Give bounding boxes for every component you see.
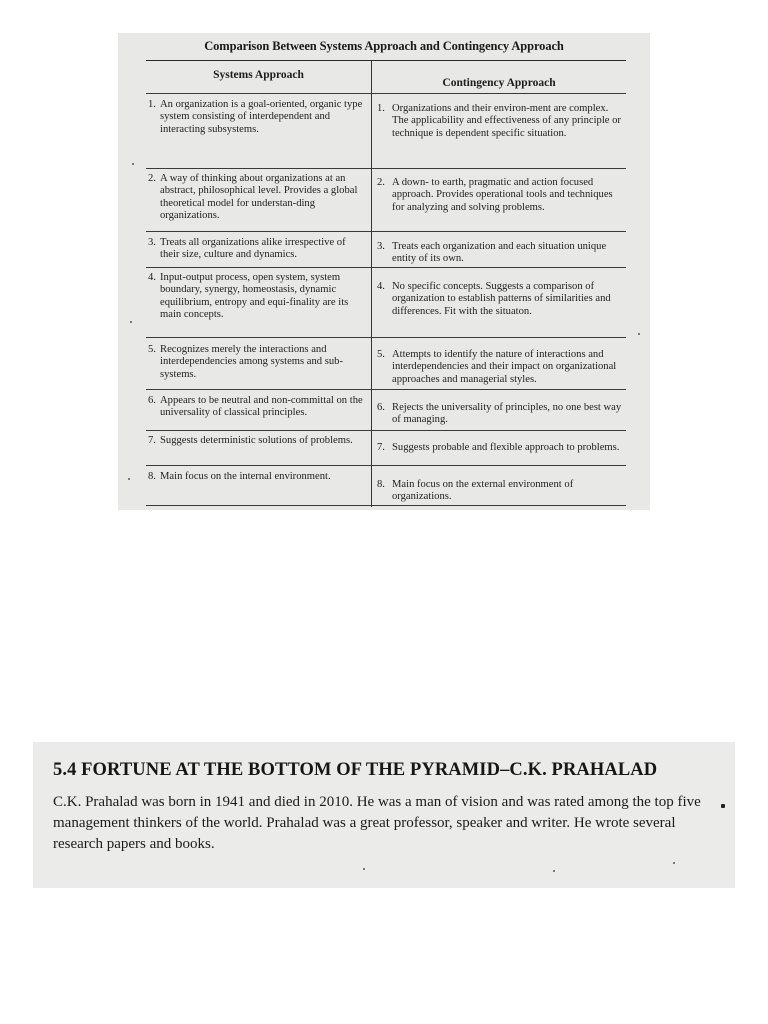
scan-speck: [130, 321, 132, 323]
row-divider: [146, 168, 626, 169]
section-paragraph: C.K. Prahalad was born in 1941 and died in 2010. He was a man of vision and was rated among the top five management thinkers of the world. Prahalad was a great professor, speaker and writer. He wrote several research papers and books.: [53, 794, 701, 852]
comparison-table-scan: [118, 33, 650, 510]
row-number: 7.: [148, 435, 156, 446]
row-number: 1.: [377, 103, 385, 114]
cell-text: A down- to earth, pragmatic and action focused approach. Provides operational tools and techniques for analyzing and solving problems.: [392, 177, 613, 213]
cell-text: Suggests deterministic solutions of problems.: [160, 435, 353, 446]
row-divider: [146, 389, 626, 390]
scan-speck: [553, 870, 555, 872]
column-divider: [371, 61, 372, 507]
table-row-4-right: [377, 281, 623, 318]
table-row-4-left: [148, 272, 366, 322]
row-divider: [146, 267, 626, 268]
table-row-5-left: [148, 344, 366, 381]
scan-speck: [673, 862, 675, 864]
cell-text: Recognizes merely the interactions and interdependencies among systems and sub-systems.: [160, 344, 343, 380]
table-row-7-right: [377, 442, 623, 454]
cell-text: Input-output process, open system, system boundary, synergy, homeostasis, dynamic equilibrium, entropy and equi-finality are its main concepts.: [160, 272, 349, 321]
cell-text: An organization is a goal-oriented, organic type system consisting of interdependent and interacting subsystems.: [160, 99, 363, 135]
row-number: 4.: [377, 281, 385, 292]
section-heading: 5.4 FORTUNE AT THE BOTTOM OF THE PYRAMID–C.K. PRAHALAD: [53, 760, 658, 780]
row-number: 6.: [377, 402, 385, 413]
header-contingency-approach: Contingency Approach: [442, 77, 556, 89]
scan-speck: [132, 163, 134, 165]
cell-text: Rejects the universality of principles, no one best way of managing.: [392, 402, 622, 426]
row-number: 7.: [377, 442, 385, 453]
cell-text: Suggests probable and flexible approach to problems.: [392, 442, 620, 453]
table-row-5-right: [377, 349, 623, 386]
cell-text: A way of thinking about organizations at an abstract, philosophical level. Provides a global theoretical model for understan-ding organizations.: [160, 173, 358, 222]
table-row-6-right: [377, 402, 623, 427]
comparison-table: [146, 60, 626, 507]
table-row-7-left: [148, 435, 366, 447]
row-number: 5.: [377, 349, 385, 360]
table-row-3-right: [377, 241, 623, 266]
section-excerpt-scan: [33, 742, 735, 888]
scan-speck: [363, 868, 365, 870]
scan-speck: [721, 804, 725, 808]
table-row-2-right: [377, 177, 623, 214]
cell-text: Treats all organizations alike irrespective of their size, culture and dynamics.: [160, 237, 346, 261]
row-number: 6.: [148, 395, 156, 406]
row-divider: [146, 93, 626, 94]
row-number: 5.: [148, 344, 156, 355]
row-number: 8.: [377, 479, 385, 490]
row-number: 4.: [148, 272, 156, 283]
row-number: 1.: [148, 99, 156, 110]
row-divider: [146, 505, 626, 506]
table-row-3-left: [148, 237, 366, 262]
row-divider: [146, 231, 626, 232]
cell-text: Appears to be neutral and non-committal on the universality of classical principles.: [160, 395, 363, 419]
cell-text: Organizations and their environ-ment are complex. The applicability and effectiveness of any principle or technique is dependent specific situation.: [392, 103, 621, 139]
table-row-1-right: [377, 103, 623, 140]
row-divider: [146, 337, 626, 338]
row-number: 3.: [148, 237, 156, 248]
header-systems-approach: Systems Approach: [213, 69, 304, 81]
cell-text: Main focus on the internal environment.: [160, 471, 331, 482]
row-divider: [146, 465, 626, 466]
table-row-8-left: [148, 471, 366, 483]
row-divider: [146, 430, 626, 431]
table-title: Comparison Between Systems Approach and Contingency Approach: [204, 39, 564, 53]
table-row-6-left: [148, 395, 366, 420]
cell-text: Attempts to identify the nature of interactions and interdependencies and their impact on organizational approaches and managerial styles.: [392, 349, 617, 385]
scan-speck: [128, 478, 130, 480]
row-number: 8.: [148, 471, 156, 482]
row-number: 2.: [148, 173, 156, 184]
table-row-8-right: [377, 479, 623, 504]
table-row-1-left: [148, 99, 366, 136]
scan-speck: [638, 333, 640, 335]
table-row-2-left: [148, 173, 366, 223]
cell-text: Treats each organization and each situation unique entity of its own.: [392, 241, 607, 265]
row-number: 3.: [377, 241, 385, 252]
row-number: 2.: [377, 177, 385, 188]
cell-text: No specific concepts. Suggests a comparison of organization to establish patterns of similarities and differences. Fit with the situaton.: [392, 281, 611, 317]
cell-text: Main focus on the external environment of organizations.: [392, 479, 574, 503]
